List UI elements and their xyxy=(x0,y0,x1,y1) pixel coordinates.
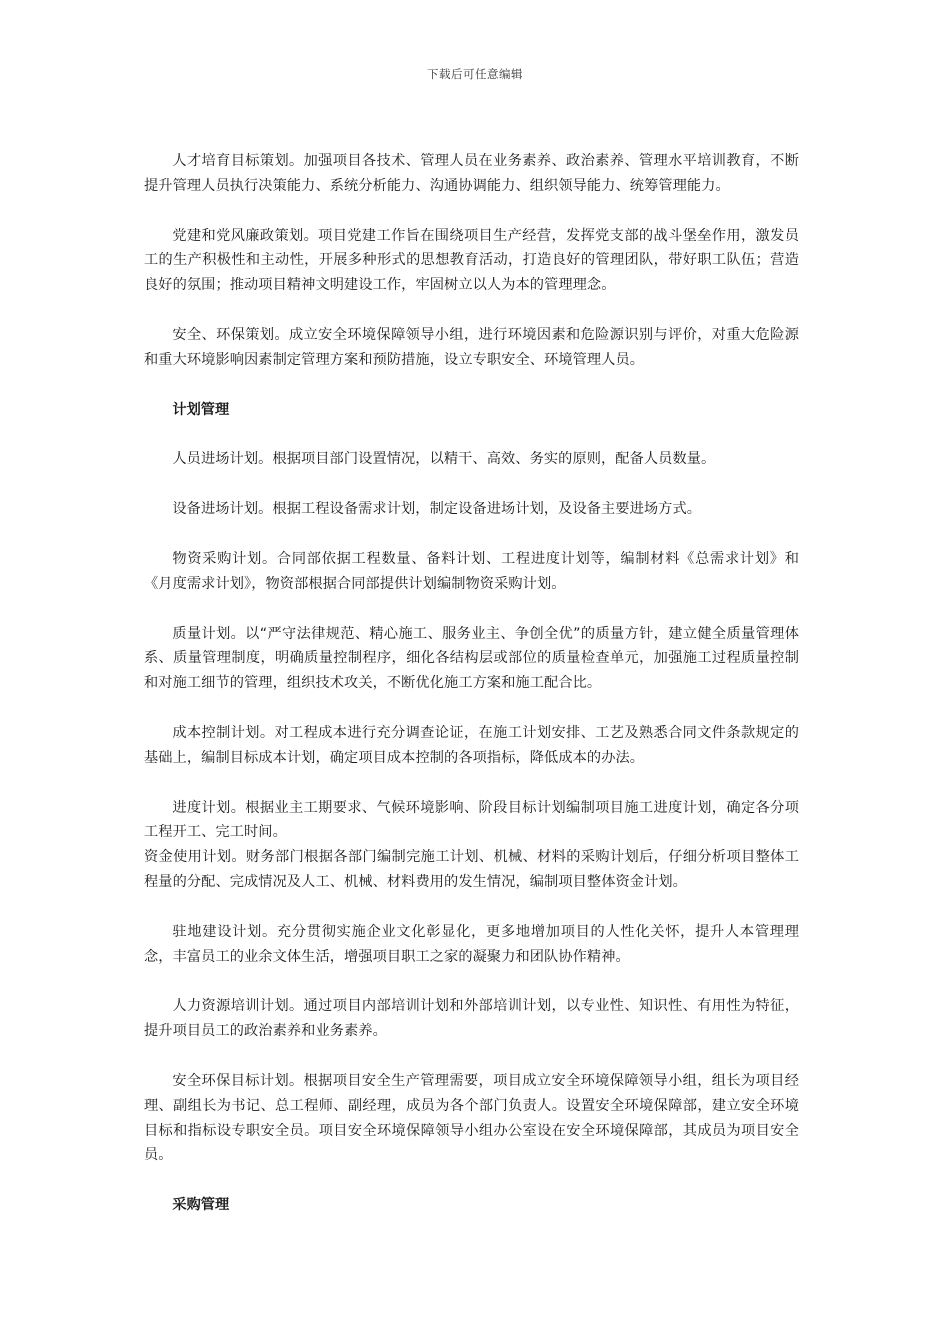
paragraph-hr-training-plan: 人力资源培训计划。通过项目内部培训计划和外部培训计划，以专业性、知识性、有用性为特征，提升项目员工的政治素养和业务素养。 xyxy=(144,998,799,1040)
paragraph-safety-env-target-plan: 安全环保目标计划。根据项目安全生产管理需要，项目成立安全环境保障领导小组，组长为项目经理、副组长为书记、总工程师、副经理，成员为各个部门负责人。设置安全环境保障部，建立安全环境目标和指标设专职安全员。项目安全环境保障领导小组办公室设在安全环境保障部，其成员为项目安全员。 xyxy=(144,1072,799,1164)
paragraph-material-procurement-plan: 物资采购计划。合同部依据工程数量、备料计划、工程进度计划等，编制材料《总需求计划》和《月度需求计划》，物资部根据合同部提供计划编制物资采购计划。 xyxy=(144,550,799,592)
paragraph-equipment-entry-plan: 设备进场计划。根据工程设备需求计划，制定设备进场计划，及设备主要进场方式。 xyxy=(172,501,702,518)
paragraph-personnel-entry-plan: 人员进场计划。根据项目部门设置情况，以精干、高效、务实的原则，配备人员数量。 xyxy=(172,451,716,468)
section-heading-procurement-management: 采购管理 xyxy=(172,1197,230,1214)
paragraph-quality-plan: 质量计划。以“严守法律规范、精心施工、服务业主、争创全优”的质量方针，建立健全质量管理体系、质量管理制度，明确质量控制程序，细化各结构层或部位的质量检查单元，加强施工过程质量控制和对施工细节的管理，组织技术攻关，不断优化施工方案和施工配合比。 xyxy=(144,625,799,692)
paragraph-safety-environment: 安全、环保策划。成立安全环境保障领导小组，进行环境因素和危险源识别与评价，对重大危险源和重大环境影响因素制定管理方案和预防措施，设立专职安全、环境管理人员。 xyxy=(144,326,799,368)
document-body xyxy=(144,149,799,1218)
paragraph-talent-cultivation: 人才培育目标策划。加强项目各技术、管理人员在业务素养、政治素养、管理水平培训教育，不断提升管理人员执行决策能力、系统分析能力、沟通协调能力、组织领导能力、统筹管理能力。 xyxy=(144,153,799,194)
paragraph-fund-usage-plan: 资金使用计划。财务部门根据各部门编制完施工计划、机械、材料的采购计划后，仔细分析项目整体工程量的分配、完成情况及人工、机械、材料费用的发生情况，编制项目整体资金计划。 xyxy=(144,849,799,890)
paragraph-cost-control-plan: 成本控制计划。对工程成本进行充分调查论证，在施工计划安排、工艺及熟悉合同文件条款规定的基础上，编制目标成本计划，确定项目成本控制的各项指标，降低成本的办法。 xyxy=(144,724,799,766)
paragraph-site-construction-plan: 驻地建设计划。充分贯彻实施企业文化彰显化，更多地增加项目的人性化关怀，提升人本管理理念，丰富员工的业余文体生活，增强项目职工之家的凝聚力和团队协作精神。 xyxy=(144,923,799,965)
page-header: 下载后可任意编辑 xyxy=(427,67,523,81)
section-heading-plan-management: 计划管理 xyxy=(172,401,230,418)
paragraph-party-building: 党建和党风廉政策划。项目党建工作旨在围绕项目生产经营，发挥党支部的战斗堡垒作用，激发员工的生产积极性和主动性，开展多种形式的思想教育活动，打造良好的管理团队，带好职工队伍；营造良好的氛围；推动项目精神文明建设工作，牢固树立以人为本的管理理念。 xyxy=(144,227,799,294)
paragraph-schedule-plan: 进度计划。根据业主工期要求、气候环境影响、阶段目标计划编制项目施工进度计划，确定各分项工程开工、完工时间。 xyxy=(144,799,799,841)
